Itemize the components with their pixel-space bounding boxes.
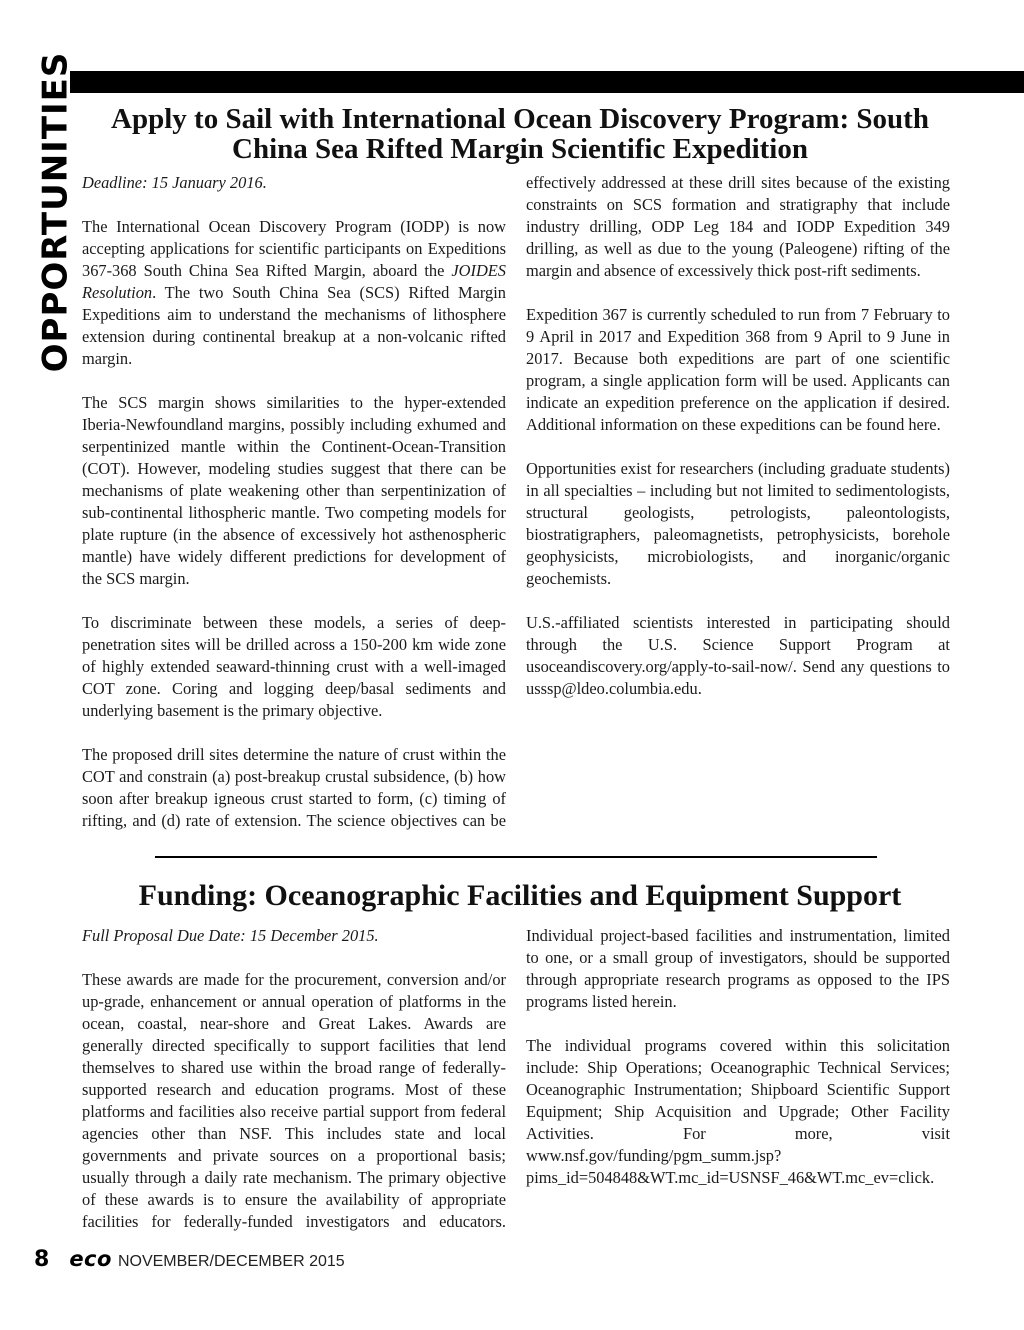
article1-title: Apply to Sail with International Ocean Discovery Program: South China Sea Rifted Margin Scientific Expedition [111, 103, 929, 165]
page-number: 8 [34, 1247, 50, 1272]
article1-paragraph-7: U.S.-affiliated scientists interested in participating should through the U.S. Science Support Program at usoceandiscovery.org/apply-to-sail-now/. Send any questions to usssp@ldeo.columbia.edu. [526, 613, 950, 698]
header-rule [70, 71, 1024, 93]
page-footer [34, 1247, 345, 1275]
article1-deadline: Deadline: 15 January 2016. [82, 173, 267, 192]
article2-deadline: Full Proposal Due Date: 15 December 2015. [82, 926, 379, 945]
article1-column-left [82, 172, 506, 834]
paragraph-continuation: effectively addressed at these drill sites because of the existing constraints on SCS formation and stratigraphy that include industry drilling, ODP Leg 184 and IODP Expedition 349 drilling, as well as due to the young (Paleogene) rifting of the margin and absence of excessively thick post-rift sediments. [526, 173, 950, 280]
vessel-name: JOIDES Resolution [82, 261, 506, 302]
article2-paragraph-1: These awards are made for the procurement, conversion and/or up-grade, enhancement or annual operation of platforms in the ocean, coastal, near-shore and Great Lakes. Awards are generally directed specifically to support facilities that lend themselves to shared use within the broad range of federally-supported research and education programs. Most of these platforms and facilities also receive partial support from federal agencies other than NSF. This includes state and local governments and private sources on a proportional basis; usually through a daily rate mechanism. The primary objective of these awards is to ensure the availability of appropriate facilities for federally-funded investigators and educators. [82, 970, 506, 1231]
paragraph-continuation: Individual project-based facilities and instrumentation, limited to one, or a small group of investigators, should be supported through appropriate research programs as opposed to the IPS programs listed herein. [526, 926, 950, 1011]
article2-column-left [82, 925, 506, 1235]
article1-paragraph-5: Expedition 367 is currently scheduled to run from 7 February to 9 April in 2017 and Expedition 368 from 9 April to 9 June in 2017. Because both expeditions are part of one scientific program, a single application form will be used. Applicants can indicate an expedition preference on the application if desired. Additional information on these expeditions can be found here. [526, 305, 950, 434]
article2-title: Funding: Oceanographic Facilities and Equipment Support [138, 879, 902, 912]
article1-paragraph-1: The International Ocean Discovery Program (IODP) is now accepting applications for scientific participants on Expeditions 367-368 South China Sea Rifted Margin, aboard the JOIDES Resolution. The two South China Sea (SCS) Rifted Margin Expeditions aim to understand the mechanisms of lithosphere extension during continental breakup at a non-volcanic rifted margin. [82, 217, 506, 368]
section-label-text: OPPORTUNITIES [35, 51, 76, 373]
article1-paragraph-2: The SCS margin shows similarities to the hyper-extended Iberia-Newfoundland margins, possibly including exhumed and serpentinized mantle within the Continent-Ocean-Transition (COT). However, modeling studies suggest that there can be mechanisms of plate weakening other than serpentinization of sub-continental lithospheric mantle. Two competing models for plate rupture (in the absence of excessively hot asthenospheric mantle) have widely different predictions for development of the SCS margin. [82, 393, 506, 588]
article2-column-right [526, 925, 950, 1235]
article1-column-right [526, 172, 950, 834]
article-divider [155, 856, 877, 858]
article1-paragraph-4-start [82, 744, 506, 832]
article1-paragraph-3: To discriminate between these models, a series of deep-penetration sites will be drilled across a 150-200 km wide zone of highly extended seaward-thinning crust with a well-imaged COT zone. Coring and logging deep/basal sediments and underlying basement is the primary objective. [82, 613, 506, 720]
issue-date: NOVEMBER/DECEMBER 2015 [117, 1253, 345, 1270]
magazine-logo: eco [69, 1247, 112, 1271]
article1-paragraph-4: The proposed drill sites determine the nature of crust within the COT and constrain (a) post-breakup crustal subsidence, (b) how soon after breakup igneous crust started to form, (c) timing of rifting, and (d) rate of extension. The science objectives can be [82, 745, 506, 830]
article1-paragraph-6: Opportunities exist for researchers (including graduate students) in all specialties – including but not limited to sedimentologists, structural geologists, petrologists, paleontologists, biostratigraphers, paleomagnetists, petrophysicists, borehole geophysicists, microbiologists, and inorganic/organic geochemists. [526, 459, 950, 588]
article2-paragraph-2: The individual programs covered within this solicitation include: Ship Operations; Oceanographic Technical Services; Oceanographic Instrumentation; Shipboard Scientific Support Equipment; Ship Acquisition and Upgrade; Other Facility Activities. For more, visit www.nsf.gov/funding/pgm_summ.jsp?pims_id=504848&WT.mc_id=USNSF_46&WT.mc_ev=click. [526, 1036, 950, 1187]
